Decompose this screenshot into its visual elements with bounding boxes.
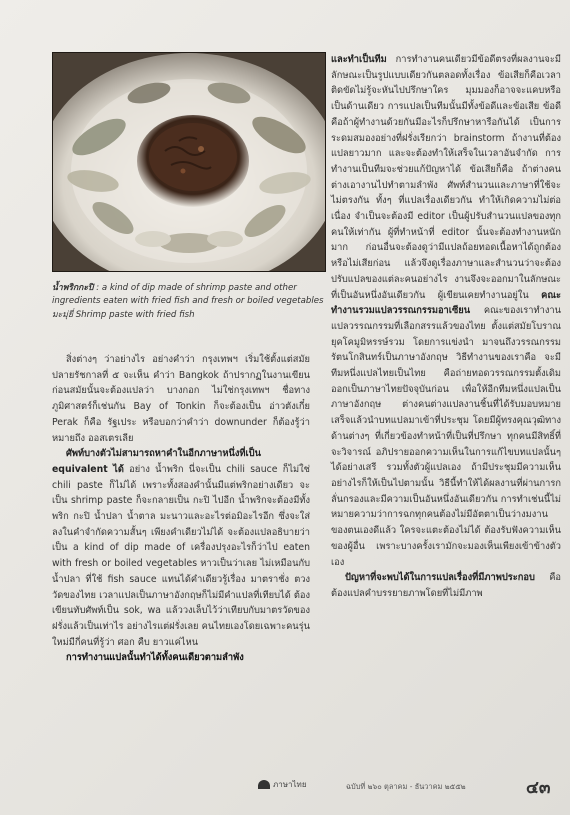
right-column <box>331 52 561 602</box>
left-heading-1: ศัพท์บางตัวไม่สามารถหาคำในอีกภาษาหนึ่งที่เป็น equivalent ได้ <box>52 448 261 475</box>
right-lead-2: คณะทำงานรวมแปลวรรณกรรมอาเซียน <box>331 289 561 317</box>
left-paragraph-1: สิ่งต่างๆ ว่าอย่างไร อย่างคำว่า กรุงเทพฯ เริ่มใช้ตั้งแต่สมัยปลายรัชกาลที่ ๕ จะเห็น คำว่า Bangkok ถ้าปรากฏในงานเขียนก่อนสมัยนั้นจะต้องแปลว่า บางกอก ไม่ใช่กรุงเทพฯ ชื่อทางภูมิศาสตร์ก็เช่นกัน Bay of Tonkin ก็จะต้องเป็น อ่าวตังเกี๋ย Perak ก็คือ รัฐเประ หรือบอกว่าคำว่า downunder ก็ต้องรู้ว่าหมายถึง ออสเตรเลีย <box>52 354 310 444</box>
right-paragraph-1-text: การทำงานคนเดียวมีข้อดีตรงที่ผลงานจะมีลักษณะเป็นรูปแบบเดียวกันตลอดทั้งเรื่อง ข้อเสียก็คือเวลาติดขัดไม่รู้จะหันไปปรึกษาใคร มุมมองก็อาจจะแคบหรือเป็นด้านเดียว การแปลเป็นทีมนั้นมีทั้งข้อดีและข้อเสีย ข้อดีคือถ้าผู้ทำงานด้วยกันมีอะไรก็ปรึกษาหารือกันได้ เป็นการระดมสมองอย่างที่ฝรั่งเรียกว่า brainstorm ถ้างานที่ต้องแปลยาวมาก และจะต้องทำให้เสร็จในเวลาอันจำกัด การทำงานเป็นทีมจะช่วยแก้ปัญหาได้ ข้อเสียก็คือ ถ้าต่างคนต่างเอางานไปทำตามลำพัง ศัพท์สำนวนและภาษาที่ใช้จะไม่ตรงกัน ทั้งๆ ที่แปลเรื่องเดียวกัน ทำให้เกิดความไม่ต่อเนื่อง จำเป็นจะต้องมี editor เป็นผู้ปรับสำนวนแปลของทุกคนให้เท่ากัน ผู้ที่ทำหน้าที่ editor นั้นจะต้องทำงานหนักมาก ก่อนอื่นจะต้องดูว่ามีแปลถ้อยทอดเนื้อหาได้ถูกต้องหรือไม่เสียก่อน แล้วจึงดูเรื่องภาษาและสำนวนว่าจะต้องปรับแปลของแต่ละคนอย่างไร งานจึงจะออกมาในลักษณะที่เป็นอันหนึ่งอันเดียวกัน ผู้เขียนเคยทำงานอยู่ใน <box>331 54 561 301</box>
right-paragraph-3 <box>331 570 561 601</box>
right-lead-1: และทำเป็นทีม <box>331 54 387 65</box>
right-paragraph-3-text: คือต้องแปลคำบรรยายภาพโดยที่ไม่มีภาพ <box>331 572 561 599</box>
logo-text: ภาษาไทย <box>273 780 307 789</box>
logo-icon <box>258 780 270 789</box>
photo-caption <box>52 282 324 322</box>
right-paragraph-1 <box>331 52 561 570</box>
left-paragraph-2 <box>52 446 310 650</box>
page-footer <box>0 772 570 815</box>
food-photo-image <box>53 53 325 271</box>
caption-text: : a kind of dip made of shrimp paste and other ingredients eaten with fried fish and fresh or boiled vegetables มะมุ่ยี่ Shrimp paste with fried fish <box>52 283 324 320</box>
left-column <box>52 352 310 666</box>
right-lead-3: ปัญหาที่จะพบได้ในการแปลเรื่องที่มีภาพประกอบ <box>345 572 535 584</box>
left-heading-2: การทำงานแปลนั้นทำได้ทั้งคนเดียวตามลำพัง <box>66 652 244 664</box>
right-paragraph-2-text: คณะของเราทำงานแปลวรรณกรรมที่เลือกสรรแล้วของไทย ตั้งแต่สมัยโบราณยุคโคมูมิหรรษ์รวม โดยการแข่งนำ มาจนถึงวรรณกรรมรัตนโกสินทร์เป็นภาษาอังกฤษ วิธีทำงานของเราคือ จะมีทีมหนึ่งแปลไทยเป็นไทย คือถ่ายทอดวรรณกรรมตั้งเดิมออกเป็นภาษาไทยปัจจุบันก่อน เพื่อให้อีกทีมหนึ่งแปลเป็นภาษาอังกฤษ ต่างคนต่างแปลงานชิ้นที่ได้รับมอบหมาย เสร็จแล้วนำบทแปลมาเข้าที่ประชุม โดยมีผู้ทรงคุณวุฒิทางด้านต่างๆ ที่เกี่ยวข้องทำหน้าที่เป็นที่ปรึกษา ทุกคนมีสิทธิ์ที่จะวิจารณ์ อภิปรายออกความเห็นในการแก้ไขบทแปลนั้นๆ ได้อย่างเสรี รวมทั้งตัวผู้แปลเอง ถ้ามีประชุมมีความเห็นอย่างไรก็ให้เป็นไปตามนั้น วิธีนี้ทำให้ได้ผลงานที่ผ่านการกลั่นกรองและมีความเป็นอันหนึ่งอันเดียวกัน การทำเช่นนี้ไม่หมายความว่าการฉกทุกคนต้องไม่มีอัตตาเป็นว่างมงานของตนเองดีแล้ว ใครจะแตะต้องไม่ได้ ต้องรับฟังความเห็นของผู้อื่น เพราะบางครั้งเรามักจะมองเห็นเพียงเข้าข้างตัวเอง <box>331 305 561 568</box>
issue-info: ฉบับที่ ๒๖๐ ตุลาคม - ธันวาคม ๒๕๕๒ <box>346 782 466 791</box>
magazine-logo <box>258 778 307 791</box>
left-paragraph-2-text: อย่าง น้ำพริก นี่จะเป็น chili sauce ก็ไม่ใช่ chili paste ก็ไม่ได้ เพราะทั้งสองคำนั้นมีแต่พริกอย่างเดียว จะเป็น shrimp paste ก็จะกลายเป็น กะปิ ไปอีก น้ำพริกจะต้องมีทั้งพริก กะปิ น้ำปลา น้ำตาล มะนาวและอะไรต่อมิอะไรอีก ซึ่งจะใส่ลงในคำจำกัดความสั้นๆ เพียงคำเดียวไม่ได้ จะต้องแปลอธิบายว่าเป็น a kind of dip made of เครื่องปรุงอะไรก็ว่าไป eaten with fresh or boiled vegetables หาวเป็นว่าเลย ไม่เหมือนกับ น้ำปลา ที่ใช้ fish sauce แทนได้คำเดียวรู้เรื่อง มาตราชั่ง ตวง วัดของไทย เวลาแปลเป็นภาษาอังกฤษก็ไม่มีคำแปลที่เทียบได้ ต้องเขียนทับศัพท์เป็น sok, wa แล้ววงเล็บไว้ว่าเทียบกับมาตรวัดของฝรั่งแล้วเป็นเท่าไร อย่างไรแต่ฝรั่งเลย คนไทยเองโดยเฉพาะคนรุ่นใหม่มีกี่คนที่รู้ว่า ศอก คืบ ยาวแค่ไหน <box>52 463 310 648</box>
caption-lead: น้ำพริกกะปิ <box>52 283 94 293</box>
food-photo <box>52 52 326 272</box>
page-number: ๔๓ <box>526 778 551 798</box>
